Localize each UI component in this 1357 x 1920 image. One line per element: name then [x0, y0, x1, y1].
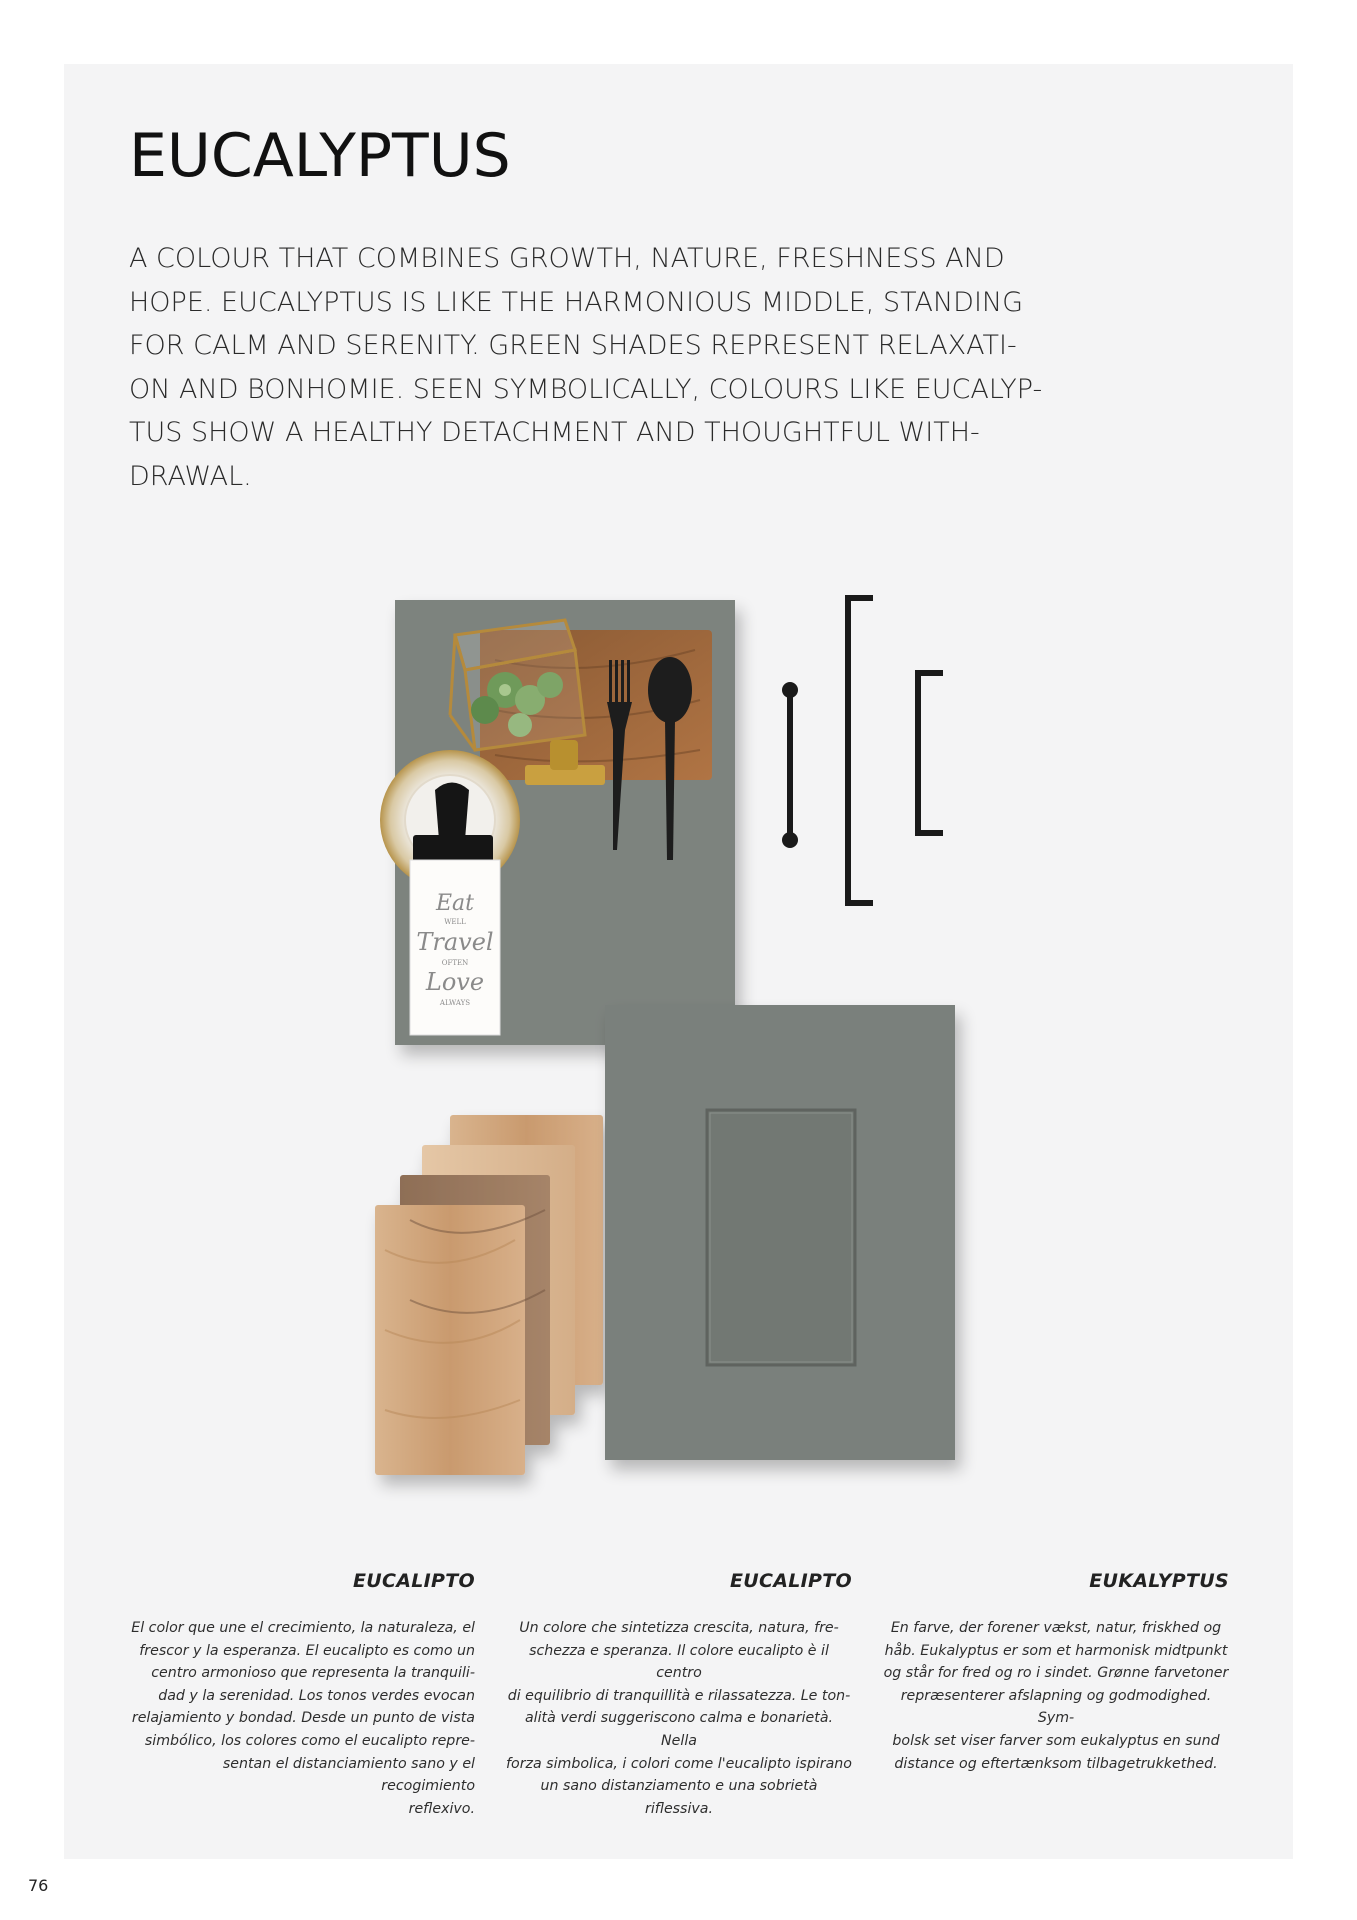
column-text-danish: En farve, der forener vækst, natur, friskhed og håb. Eukalyptus er som et harmonisk midtpunkt og står for fred og ro i sindet. Grønne farvetoner repræsenterer afslapning og godmodighed. Sym- bolsk set viser farver som eukalyptus en sund distance og eftertænksom tilbagetrukkethed. [883, 1620, 1229, 1772]
column-heading-danish: EUKALYPTUS [1089, 1570, 1229, 1592]
handle-round [782, 682, 798, 848]
column-heading-spanish: EUCALIPTO [353, 1570, 475, 1592]
shaker-door [605, 1005, 955, 1460]
card-line-5: Love [425, 968, 485, 996]
intro-paragraph: A COLOUR THAT COMBINES GROWTH, NATURE, FRESHNESS AND HOPE. EUCALYPTUS IS LIKE THE HARMONIOUS MIDDLE, STANDING FOR CALM AND SERENITY. GREEN SHADES REPRESENT RELAXATI- ON AND BONHOMIE. SEEN SYMBOLICALLY, COLOURS LIKE EUCALYP- TUS SHOW A HEALTHY DETACHMENT AND THOUGHTFUL WITH- DRAWAL. [129, 243, 1043, 492]
wood-samples [375, 1115, 603, 1475]
page-number: 76 [28, 1876, 49, 1895]
column-text-italian: Un colore che sintetizza crescita, natura, fre- schezza e speranza. Il colore eucalipto è il centro di equilibrio di tranquillità e rilassatezza. Le ton- alità verdi suggeriscono calma e bonarietà. Nella forza simbolica, i colori come l'eucalipto ispirano un sano distanziamento e una sobrietà riflessiva. [506, 1620, 852, 1817]
note-card [410, 860, 500, 1035]
card-line-6: ALWAYS [439, 999, 471, 1007]
handle-long [845, 595, 873, 906]
text-column-italian [506, 1570, 852, 1820]
card-line-4: OFTEN [441, 959, 469, 967]
text-column-danish [883, 1570, 1229, 1775]
column-heading-italian: EUCALIPTO [730, 1570, 852, 1592]
text-column-spanish [129, 1570, 475, 1820]
page-title: EUCALYPTUS [129, 121, 511, 191]
moodboard-image [355, 590, 1175, 1530]
handle-short [915, 670, 943, 836]
moodboard-illustration [355, 590, 1175, 1530]
card-line-2: WELL [444, 918, 466, 926]
column-text-spanish: El color que une el crecimiento, la naturaleza, el frescor y la esperanza. El eucalipto es como un centro armonioso que representa la tranquili- dad y la serenidad. Los tonos verdes evocan relajamiento y bondad. Desde un punto de vista simbólico, los colores como el eucalipto repre- sentan el distanciamiento sano y el recogimiento reflexivo. [131, 1620, 475, 1817]
card-line-3: Travel [416, 928, 494, 956]
card-line-1: Eat [435, 891, 475, 916]
